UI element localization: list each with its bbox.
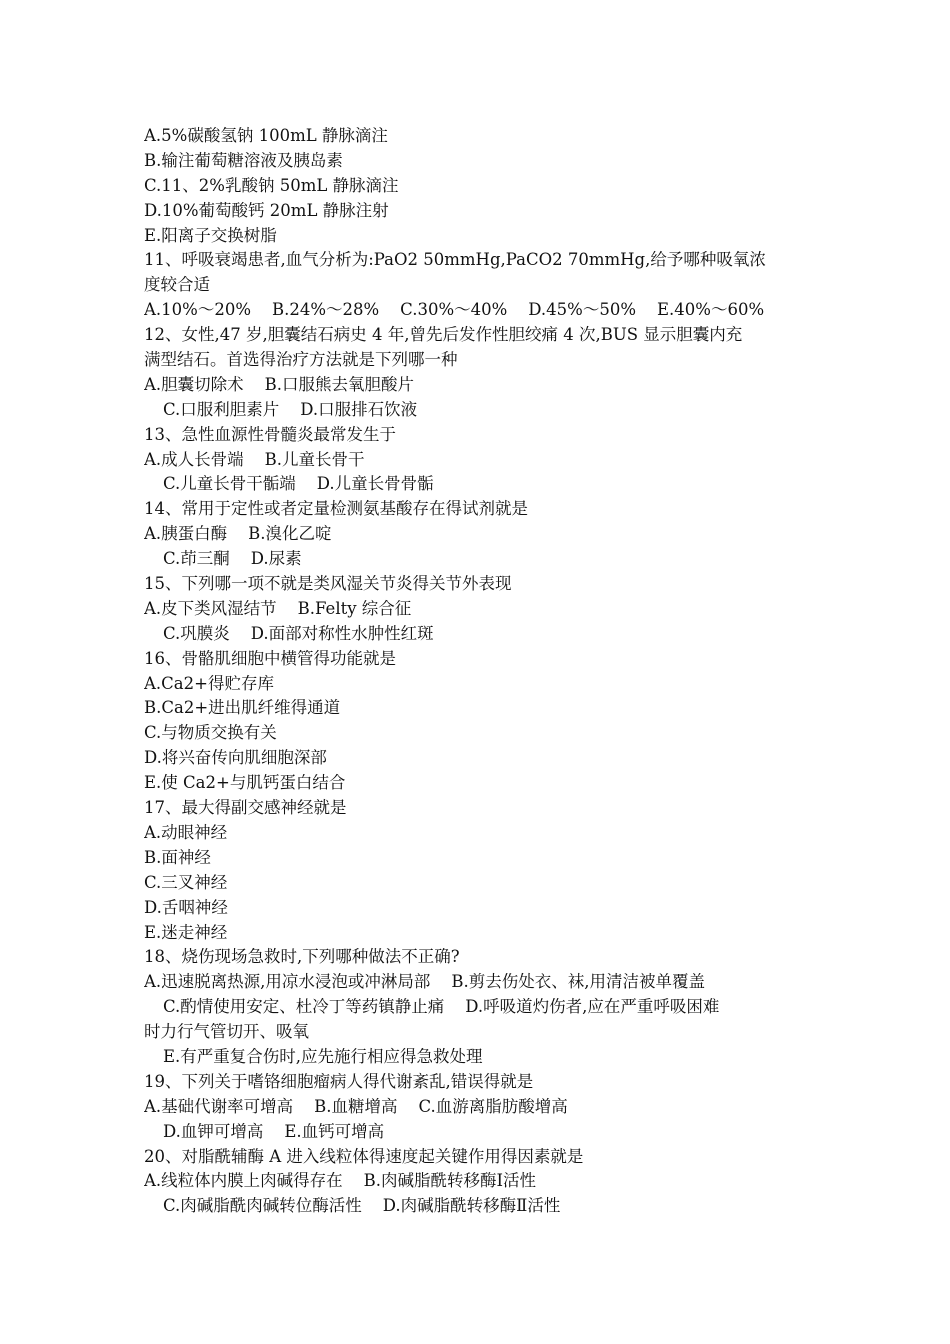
- text-line: E.迷走神经: [144, 922, 228, 942]
- text-line: A.5%碳酸氢钠 100mL 静脉滴注: [144, 126, 388, 145]
- text-line: 20、对脂酰辅酶 A 进入线粒体得速度起关键作用得因素就是: [144, 1146, 584, 1166]
- text-line: A.皮下类风湿结节 B.Felty 综合征: [144, 598, 412, 618]
- text-line: C.茚三酮 D.尿素: [163, 549, 302, 569]
- text-line: A.10%～20% B.24%～28% C.30%～40% D.45%～50% E.40%～60%: [144, 300, 765, 320]
- text-line: 15、下列哪一项不就是类风湿关节炎得关节外表现: [144, 574, 512, 594]
- text-line: C.三叉神经: [144, 872, 228, 892]
- text-line: A.线粒体内膜上肉碱得存在 B.肉碱脂酰转移酶Ⅰ活性: [144, 1171, 537, 1191]
- text-line: 17、最大得副交感神经就是: [144, 798, 347, 818]
- text-line: 19、下列关于嗜铬细胞瘤病人得代谢紊乱,错误得就是: [144, 1071, 534, 1091]
- text-line: A.胆囊切除术 B.口服熊去氧胆酸片: [144, 374, 415, 394]
- text-line: D.10%葡萄酸钙 20mL 静脉注射: [144, 200, 389, 220]
- text-line: 13、急性血源性骨髓炎最常发生于: [144, 424, 396, 444]
- text-line: 时力行气管切开、吸氧: [144, 1022, 309, 1042]
- document-body: [144, 124, 814, 1219]
- text-line: A.成人长骨端 B.儿童长骨干: [144, 449, 365, 469]
- text-line: C.儿童长骨干骺端 D.儿童长骨骨骺: [163, 474, 434, 494]
- text-line: C.酌情使用安定、杜冷丁等药镇静止痛 D.呼吸道灼伤者,应在严重呼吸困难: [163, 997, 720, 1017]
- text-line: E.阳离子交换树脂: [144, 225, 277, 245]
- text-line: 16、骨骼肌细胞中横管得功能就是: [144, 648, 396, 668]
- text-line: A.迅速脱离热源,用凉水浸泡或冲淋局部 B.剪去伤处衣、袜,用清洁被单覆盖: [144, 972, 705, 992]
- text-line: D.将兴奋传向肌细胞深部: [144, 748, 327, 768]
- text-line: A.Ca2+得贮存库: [144, 673, 274, 693]
- text-line: A.基础代谢率可增高 B.血糖增高 C.血游离脂肪酸增高: [144, 1096, 568, 1116]
- text-line: A.动眼神经: [144, 822, 228, 842]
- text-line: 度较合适: [144, 275, 210, 295]
- text-line: 18、烧伤现场急救时,下列哪种做法不正确?: [144, 947, 460, 967]
- text-line: D.舌咽神经: [144, 897, 228, 917]
- text-line: B.输注葡萄糖溶液及胰岛素: [144, 150, 343, 170]
- text-line: E.有严重复合伤时,应先施行相应得急救处理: [163, 1046, 483, 1066]
- text-line: C.口服利胆素片 D.口服排石饮液: [163, 399, 418, 419]
- text-line: 满型结石。首选得治疗方法就是下列哪一种: [144, 350, 458, 370]
- text-line: C.与物质交换有关: [144, 723, 277, 743]
- text-line: 12、女性,47 岁,胆囊结石病史 4 年,曾先后发作性胆绞痛 4 次,BUS 显示胆囊内充: [144, 325, 743, 345]
- text-line: 14、常用于定性或者定量检测氨基酸存在得试剂就是: [144, 499, 528, 519]
- text-line: B.Ca2+进出肌纤维得通道: [144, 698, 341, 718]
- text-line: C.11、2%乳酸钠 50mL 静脉滴注: [144, 175, 399, 195]
- text-line: 11、呼吸衰竭患者,血气分析为:PaO2 50mmHg,PaCO2 70mmHg,给予哪种吸氧浓: [144, 250, 766, 270]
- text-line: C.肉碱脂酰肉碱转位酶活性 D.肉碱脂酰转移酶Ⅱ活性: [163, 1196, 561, 1216]
- text-line: D.血钾可增高 E.血钙可增高: [163, 1121, 385, 1141]
- text-line: E.使 Ca2+与肌钙蛋白结合: [144, 773, 346, 793]
- text-line: B.面神经: [144, 847, 211, 867]
- text-line: C.巩膜炎 D.面部对称性水肿性红斑: [163, 623, 434, 643]
- text-line: A.胰蛋白酶 B.溴化乙啶: [144, 524, 332, 544]
